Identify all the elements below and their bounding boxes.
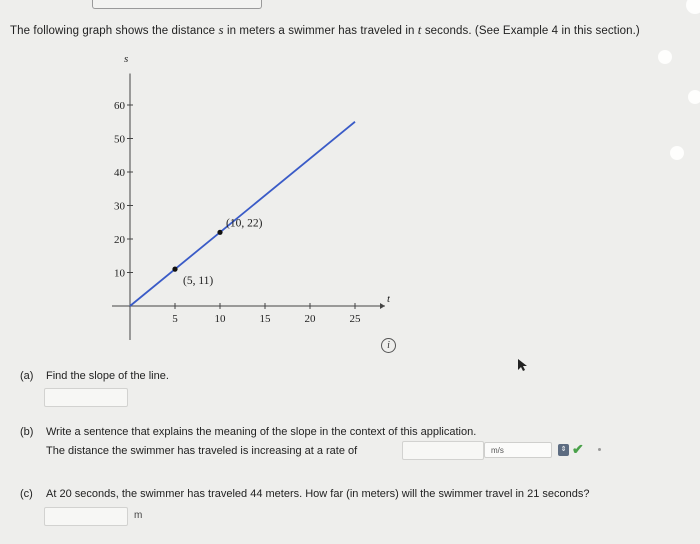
status-dot [598,448,601,451]
y-tick-label: 30 [114,200,125,213]
part-b-label: (b) [20,426,34,438]
glare-spot [688,90,700,104]
part-c-question: At 20 seconds, the swimmer has traveled 44 meters. How far (in meters) will the swimmer travel in 21 seconds? [46,488,590,500]
distance-time-graph [70,40,390,340]
y-tick-label: 40 [114,167,125,179]
distance-line [130,122,355,306]
part-a-question: Find the slope of the line. [46,370,169,382]
x-tick-label: 5 [172,313,178,325]
previous-answer-box [92,0,262,9]
correct-check-icon: ✔ [572,441,584,457]
glare-spot [658,50,672,64]
unit-dropdown-toggle-icon[interactable]: ⇕ [558,444,569,456]
x-axis-label: t [387,293,390,305]
x-tick-label: 15 [259,313,271,325]
part-c-label: (c) [20,488,33,500]
data-point-label: (10, 22) [226,217,263,230]
data-point [172,267,177,272]
x-tick-label: 20 [304,313,316,325]
slope-answer-input[interactable] [44,388,128,407]
data-point [217,230,222,235]
info-icon[interactable]: i [381,338,396,353]
y-axis-label: s [124,53,129,65]
part-b-sentence: The distance the swimmer has traveled is increasing at a rate of [46,445,358,457]
x-tick-label: 25 [349,313,361,325]
data-point-label: (5, 11) [183,275,214,288]
part-b [20,426,476,438]
problem-statement: The following graph shows the distance s in meters a swimmer has traveled in t seconds. (See Example 4 in this section.) [10,22,640,37]
rate-answer-input[interactable] [402,441,484,460]
x-axis-arrow [380,303,385,309]
part-a [20,370,169,382]
distance-unit: m [134,510,143,521]
glare-spot [670,146,684,160]
part-a-label: (a) [20,370,34,382]
mouse-pointer-icon [516,358,528,372]
x-tick-label: 10 [214,313,226,325]
y-tick-label: 10 [114,267,125,280]
distance-answer-input[interactable] [44,507,128,526]
y-tick-label: 60 [114,100,125,112]
part-c [20,488,589,500]
y-tick-label: 50 [114,133,125,146]
rate-unit-select[interactable]: m/s [484,442,552,458]
part-b-question: Write a sentence that explains the meaning of the slope in the context of this application. [46,426,477,438]
glare-spot [686,0,700,14]
y-tick-label: 20 [114,234,125,246]
